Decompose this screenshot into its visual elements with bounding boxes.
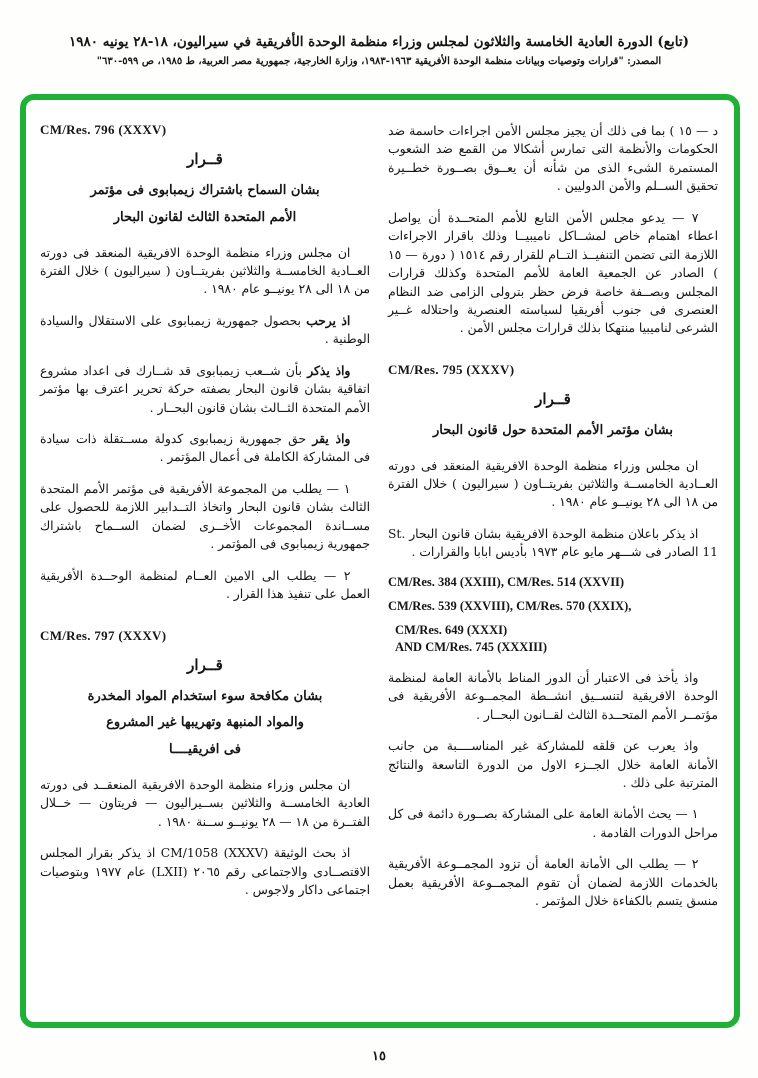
res796-title-line-1: بشان السماح باشتراك زيمبابوى فى مؤتمر (90, 183, 320, 198)
reference-line: CM/Res. 384 (XXIII), CM/Res. 514 (XXVII) (388, 574, 625, 589)
res796-recognize-paragraph (40, 430, 370, 467)
res797-title (40, 686, 370, 762)
res796-title-line-2: الأمم المتحدة الثالث لقانون البحار (113, 209, 297, 225)
res797-heading: قــرار (187, 655, 223, 674)
two-column-layout (40, 122, 718, 1012)
page-number: ١٥ (372, 1049, 386, 1064)
res795-reference-list (388, 575, 718, 655)
res796-session-paragraph: ان مجلس وزراء منظمة الوحدة الافريقية المنعقد فى دورته العــادية الخامســة والثلاثين بفريتــاون ( سيراليون ) خلال الفترة من ١٨ الى ٢٨ يونيــو عام ١٩٨٠ . (40, 245, 370, 297)
res796-recall-paragraph (40, 362, 370, 417)
res795-title-line: بشان مؤتمر الأمم المتحدة حول قانون البحار (433, 422, 673, 438)
continuation-item-d15: د — ١٥ ) بما فى ذلك أن يجيز مجلس الأمن اجراءات حاسمة ضد الحكومات والأنظمة التى تمارس أشكالا من القمع ضد الشعوب المستمرة الشىء الذى من شأنه أن يعــوق بصــورة خطــيرة تحقيق الســلم والأمن الدوليين . (388, 124, 719, 194)
continuation-item-7: ٧ — يدعو مجلس الأمن التابع للأمم المتحــدة أن يواصل اعطاء اهتمام خاص لمشــاكل ناميبيــا وذلك باقرار الاجراءات اللازمة التى تضمن التنفيــذ التــام للقرار رقم ١٥١٤ ( دورة — ١٥ ) الصادر عن الجمعية العامة للأمم المتحدة وكذلك قرارات المجلس وبصــفة خاصة فرض حظر بترولى الزامى ضد النظام العنصرى فى جنوب أفريقيا لسياسته العنصرية واحتلاله غــير الشرعى لناميبيا منتهكا بذلك قرارات مجلس الأمن . (388, 210, 719, 336)
res795-concern-paragraph: واذ يعرب عن قلقه للمشاركة غير المناســــبة من جانب الأمانة العامة خلال الجــزء الاول من الدورة التاسعة والنتائج المترتبة على ذلك . (388, 739, 718, 790)
res797-title-line-1: بشان مكافحة سوء استخدام المواد المخدرة (87, 688, 323, 704)
paragraph-lead: اذ يرحب (306, 312, 351, 328)
res797-session-paragraph: ان مجلس وزراء منظمة الوحدة الافريقية المنعقــد فى دورته العادية الخامســة والثلاثين بســيراليون — فريتاون — خــلال الفتــرة من ١٨ — ٢٨ يونيــو ســنة ١٩٨٠ . (40, 777, 370, 829)
paragraph-lead: واذ يذكر (307, 362, 351, 378)
res797-document-paragraph: اذ بحث الوثيقة CM/1058 (XXXV) اذ يذكر بقرار المجلس الاقتصــادى والاجتماعى رقم ٢٠٦٥ (LXII) عام ١٩٧٧ وبتوصيات اجتماعى داكار ولاجوس . (40, 846, 370, 897)
res795-operative-item-1: ١ — يحث الأمانة العامة على المشاركة بصــورة دائمة فى كل مراحل الدورات القادمة . (388, 807, 718, 840)
res795-session-paragraph: ان مجلس وزراء منظمة الوحدة الافريقية المنعقد فى دورته العــادية الخامســة والثلاثين بفريتــاون ( سيراليون ) خلال الفترة من ١٨ الى ٢٨ يونيــو عام ١٩٨٠ . (388, 458, 718, 510)
paragraph-rest: بحصول جمهورية زيمبابوى على الاستقلال والسيادة الوطنية . (40, 313, 370, 347)
res797-title-line-2: والمواد المنبهة وتهريبها غير المشروع (106, 715, 304, 731)
paragraph-rest: بأن شــعب زيمبابوى قد شــارك فى اعداد مشروع اتفاقية بشان قانون البحار بصفته حركة تحرير اعترف بها مؤتمر الأمم المتحدة الثــالث بشان قانون البحــار . (40, 363, 370, 415)
column-right (388, 122, 718, 1012)
res796-operative-item-1: ١ — يطلب من المجموعة الأفريقية فى مؤتمر الأمم المتحدة الثالث بشان قانون البحار واتخاذ التــدابير اللازمة للحصول على مســاندة المجموعات الأخــرى لضمان الســماح باشتراك جمهورية زيمبابوى فى المؤتمر . (40, 481, 370, 552)
column-left (40, 122, 370, 1012)
res795-recall-paragraph: اذ يذكر باعلان منظمة الوحدة الافريقية بشان قانون البحار St. 11 الصادر فى شـــهر مايو عام ١٩٧٣ بأديس ابابا والقرارات . (388, 526, 718, 560)
header-session-line: (تابع) الدورة العادية الخامسة والثلاثون لمجلس وزراء منظمة الوحدة الأفريقية في سيراليون، ١٨-٢٨ يونيه ١٩٨٠ (68, 34, 689, 50)
header-source-line: المصدر: "قرارات وتوصيات وبيانات منظمة الوحدة الأفريقية ١٩٦٣-١٩٨٣، وزارة الخارجية، جمهورية مصر العربية، ط ١٩٨٥، ص ٥٩٩-٦٣٠" (96, 56, 662, 67)
page-header (0, 0, 758, 67)
paragraph-lead: واذ يقر (312, 431, 351, 446)
res797-number: CM/Res. 797 (XXXV) (40, 627, 167, 643)
res797-title-line-3: فى افريقيــــا (169, 742, 241, 757)
res795-number: CM/Res. 795 (XXXV) (388, 361, 515, 377)
res796-number: CM/Res. 796 (XXXV) (40, 122, 167, 137)
res795-title (388, 420, 718, 443)
reference-line: CM/Res. 539 (XXVIII), CM/Res. 570 (XXIX), (388, 598, 632, 613)
res796-operative-item-2: ٢ — يطلب الى الامين العــام لمنظمة الوحــدة الأفريقية العمل على تنفيذ هذا القرار . (40, 568, 370, 602)
res795-operative-item-2: ٢ — يطلب الى الأمانة العامة أن تزود المجمــوعة الأفريقية بالخدمات اللازمة لضمان أن تقوم المجمــوعة الأفريقية بعمل منسق يتسم بالكفاءة خلال المؤتمر . (388, 857, 718, 909)
content-frame (20, 94, 740, 1028)
reference-line: AND CM/Res. 745 (XXXIII) (395, 639, 548, 654)
reference-line: CM/Res. 649 (XXXI) (395, 622, 508, 637)
res795-considering-paragraph: واذ يأخذ فى الاعتبار أن الدور المناط بالأمانة العامة لمنظمة الوحدة الافريقية لتنســيق انشــطة المجمــوعة الأفريقية فى مؤتمــر الأمم المتحــدة الثالث لقــانون البحــار . (388, 670, 718, 722)
res796-welcome-paragraph (40, 312, 370, 349)
res796-heading: قــرار (187, 150, 223, 168)
res796-title (40, 180, 370, 230)
paragraph-rest: حق جمهورية زيمبابوى كدولة مســتقلة ذات سيادة فى المشاركة الكاملة فى أعمال المؤتمر . (40, 432, 370, 465)
res795-heading: قــرار (535, 389, 571, 408)
